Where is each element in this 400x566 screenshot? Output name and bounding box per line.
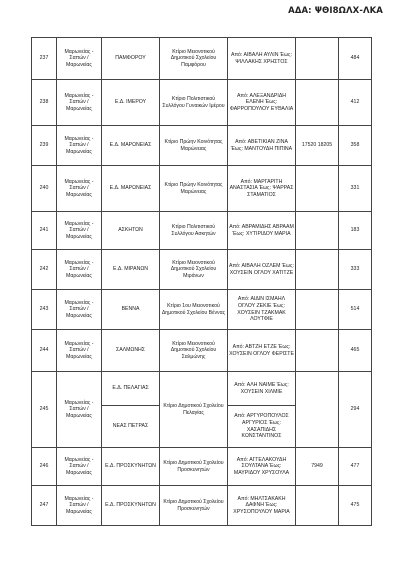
municipality-cell: Μαρωνείας - Σαπών / Μαρωνείας bbox=[57, 486, 102, 526]
building-cell: Κτίριο Πρώην Κοινότητας Μαρώνειας bbox=[160, 126, 228, 166]
municipality-cell: Μαρωνείας - Σαπών / Μαρωνείας bbox=[57, 250, 102, 290]
municipality-cell: Μαρωνείας - Σαπών / Μαρωνείας bbox=[57, 166, 102, 212]
extra-cell bbox=[296, 330, 339, 372]
row-number: 243 bbox=[32, 290, 57, 330]
community-cell: ΝΕΑΣ ΠΕΤΡΑΣ bbox=[102, 406, 160, 448]
municipality-cell: Μαρωνείας - Σαπών / Μαρωνείας bbox=[57, 126, 102, 166]
community-cell: ΣΑΛΜΩΝΗΣ bbox=[102, 330, 160, 372]
community-cell: Ε.Δ. ΠΕΛΑΓΙΑΣ bbox=[102, 372, 160, 406]
voters-cell: 333 bbox=[339, 250, 372, 290]
ada-code: ΑΔΑ: ΨΘΙ8ΩΛΧ-ΛΚΑ bbox=[288, 6, 383, 16]
voters-cell: 484 bbox=[339, 38, 372, 80]
community-cell: Ε.Δ. ΠΡΟΣΚΥΝΗΤΩΝ bbox=[102, 486, 160, 526]
voters-cell: 514 bbox=[339, 290, 372, 330]
row-number: 238 bbox=[32, 80, 57, 126]
building-cell: Κτίριο Δημοτικού Σχολείου Προσκυνητών bbox=[160, 486, 228, 526]
building-cell: Κτίριο Δημοτικού Σχολείου Προσκυνητών bbox=[160, 448, 228, 486]
community-cell: Ε.Δ. ΠΡΟΣΚΥΝΗΤΩΝ bbox=[102, 448, 160, 486]
table-row bbox=[32, 212, 372, 250]
building-cell: Κτίριο Δημοτικού Σχολείου Πελαγίας bbox=[160, 372, 228, 448]
community-cell: ΑΣΚΗΤΩΝ bbox=[102, 212, 160, 250]
range-cell: Από: ΑΒΕΤΙΚΙΑΝ ΖΙΝΑ Έως: ΜΑΝΤΟΥΔΗ ΠΙΠΙΝΑ bbox=[228, 126, 296, 166]
range-cell: Από: ΑΡΓΥΡΟΠΟΥΛΟΣ ΑΡΓΥΡΙΟΣ Έως: ΧΑΣΑΠΙΔΗΣ ΚΩΝΣΤΑΝΤΙΝΟΣ bbox=[228, 406, 296, 448]
polling-stations-table bbox=[31, 37, 372, 526]
range-cell: Από: ΑΛΕΞΑΝΔΡΙΔΗ ΕΛΕΝΗ Έως: ΦΑΡΡΟΠΟΥΛΟΥ ΕΥΘΑΛΙΑ bbox=[228, 80, 296, 126]
table-row bbox=[32, 166, 372, 212]
extra-cell bbox=[296, 290, 339, 330]
table-row bbox=[32, 126, 372, 166]
extra-cell bbox=[296, 250, 339, 290]
extra-cell bbox=[296, 38, 339, 80]
municipality-cell: Μαρωνείας - Σαπών / Μαρωνείας bbox=[57, 38, 102, 80]
building-cell: Κτίριο 1ου Μειονοτικού Δημοτικού Σχολείου Βέννας bbox=[160, 290, 228, 330]
voters-cell: 358 bbox=[339, 126, 372, 166]
range-cell: Από: ΜΑΡΓΑΡΙΤΗ ΑΝΑΣΤΑΣΙΑ Έως: ΨΑΡΡΑΣ ΣΤΑΜΑΤΙΟΣ bbox=[228, 166, 296, 212]
row-number: 245 bbox=[32, 372, 57, 448]
voters-cell: 477 bbox=[339, 448, 372, 486]
voters-cell: 294 bbox=[339, 372, 372, 448]
range-cell: Από: ΑΙΒΑΛΗ ΑΥΛΙΝ Έως: ΨΙΛΛΑΚΗΣ ΧΡΗΣΤΟΣ bbox=[228, 38, 296, 80]
voters-cell: 183 bbox=[339, 212, 372, 250]
row-number: 240 bbox=[32, 166, 57, 212]
community-cell: ΠΑΜΦΟΡΟΥ bbox=[102, 38, 160, 80]
municipality-cell: Μαρωνείας - Σαπών / Μαρωνείας bbox=[57, 212, 102, 250]
range-cell: Από: ΑΙΔΙΝ ΙΣΜΑΗΛ ΟΓΛΟΥ ΖΕΚΙΕ Έως: ΧΟΥΣΕΙΝ ΤΖΑΚΜΑΚ ΛΟΥΤΦΙΕ bbox=[228, 290, 296, 330]
community-cell: Ε.Δ. ΜΑΡΩΝΕΙΑΣ bbox=[102, 126, 160, 166]
table-row bbox=[32, 38, 372, 80]
range-cell: Από: ΑΓΓΕΛΑΚΟΥΔΗ ΣΟΥΛΤΑΝΑ Έως: ΜΑΥΡΙΔΟΥ ΧΡΥΣΟΥΛΑ bbox=[228, 448, 296, 486]
row-number: 247 bbox=[32, 486, 57, 526]
extra-cell: 7949 bbox=[296, 448, 339, 486]
building-cell: Κτίριο Μειονοτικού Δημοτικού Σχολείου Σαλμώνης bbox=[160, 330, 228, 372]
community-cell: ΒΕΝΝΑ bbox=[102, 290, 160, 330]
voters-cell: 465 bbox=[339, 330, 372, 372]
table-row bbox=[32, 448, 372, 486]
extra-cell bbox=[296, 212, 339, 250]
municipality-cell: Μαρωνείας - Σαπών / Μαρωνείας bbox=[57, 448, 102, 486]
row-number: 239 bbox=[32, 126, 57, 166]
building-cell: Κτίριο Πολιτιστικού Συλλόγου Γυναικών Ιμέρου bbox=[160, 80, 228, 126]
table-row bbox=[32, 250, 372, 290]
voters-cell: 412 bbox=[339, 80, 372, 126]
row-number: 237 bbox=[32, 38, 57, 80]
range-cell: Από: ΑΙΒΑΛΗ ΟΖΛΕΜ Έως: ΧΟΥΣΕΙΝ ΟΓΛΟΥ ΧΑΤΙΤΖΕ bbox=[228, 250, 296, 290]
building-cell: Κτίριο Μειονοτικού Δημοτικού Σχολείου Παμφόρου bbox=[160, 38, 228, 80]
community-cell: Ε.Δ. ΙΜΕΡΟΥ bbox=[102, 80, 160, 126]
table-row bbox=[32, 372, 372, 406]
voters-cell: 475 bbox=[339, 486, 372, 526]
building-cell: Κτίριο Πολιτιστικού Συλλόγου Ασκητών bbox=[160, 212, 228, 250]
voters-cell: 331 bbox=[339, 166, 372, 212]
municipality-cell: Μαρωνείας - Σαπών / Μαρωνείας bbox=[57, 290, 102, 330]
building-cell: Κτίριο Μειονοτικού Δημοτικού Σχολείου Μιράνων bbox=[160, 250, 228, 290]
range-cell: Από: ΑΒΤΖΗ ΕΤΖΕ Έως: ΧΟΥΣΕΙΝ ΟΓΛΟΥ ΦΕΡΙΣΤΕ bbox=[228, 330, 296, 372]
extra-cell bbox=[296, 80, 339, 126]
table-row bbox=[32, 290, 372, 330]
extra-cell: 17520 18205 bbox=[296, 126, 339, 166]
row-number: 241 bbox=[32, 212, 57, 250]
range-cell: Από: ΑΒΡΑΜΙΔΗΣ ΑΒΡΑΑΜ Έως: ΧΥΤΙΡΙΔΟΥ ΜΑΡΙΑ bbox=[228, 212, 296, 250]
community-cell: Ε.Δ. ΜΙΡΑΝΩΝ bbox=[102, 250, 160, 290]
extra-cell bbox=[296, 166, 339, 212]
community-cell: Ε.Δ. ΜΑΡΩΝΕΙΑΣ bbox=[102, 166, 160, 212]
table-row bbox=[32, 330, 372, 372]
row-number: 244 bbox=[32, 330, 57, 372]
extra-cell bbox=[296, 486, 339, 526]
range-cell: Από: ΑΛΗ ΝΑΙΜΕ Έως: ΧΟΥΣΕΙΝ ΧΙΛΜΙΕ bbox=[228, 372, 296, 406]
building-cell: Κτίριο Πρώην Κοινότητας Μαρώνειας bbox=[160, 166, 228, 212]
municipality-cell: Μαρωνείας - Σαπών / Μαρωνείας bbox=[57, 372, 102, 448]
range-cell: Από: ΜΗΛΤΣΑΚΑΚΗ ΔΑΦΝΗ Έως: ΧΡΥΣΟΠΟΥΛΟΥ ΜΑΡΙΑ bbox=[228, 486, 296, 526]
row-number: 242 bbox=[32, 250, 57, 290]
municipality-cell: Μαρωνείας - Σαπών / Μαρωνείας bbox=[57, 330, 102, 372]
table-row bbox=[32, 80, 372, 126]
municipality-cell: Μαρωνείας - Σαπών / Μαρωνείας bbox=[57, 80, 102, 126]
extra-cell bbox=[296, 372, 339, 448]
table-row bbox=[32, 486, 372, 526]
row-number: 246 bbox=[32, 448, 57, 486]
